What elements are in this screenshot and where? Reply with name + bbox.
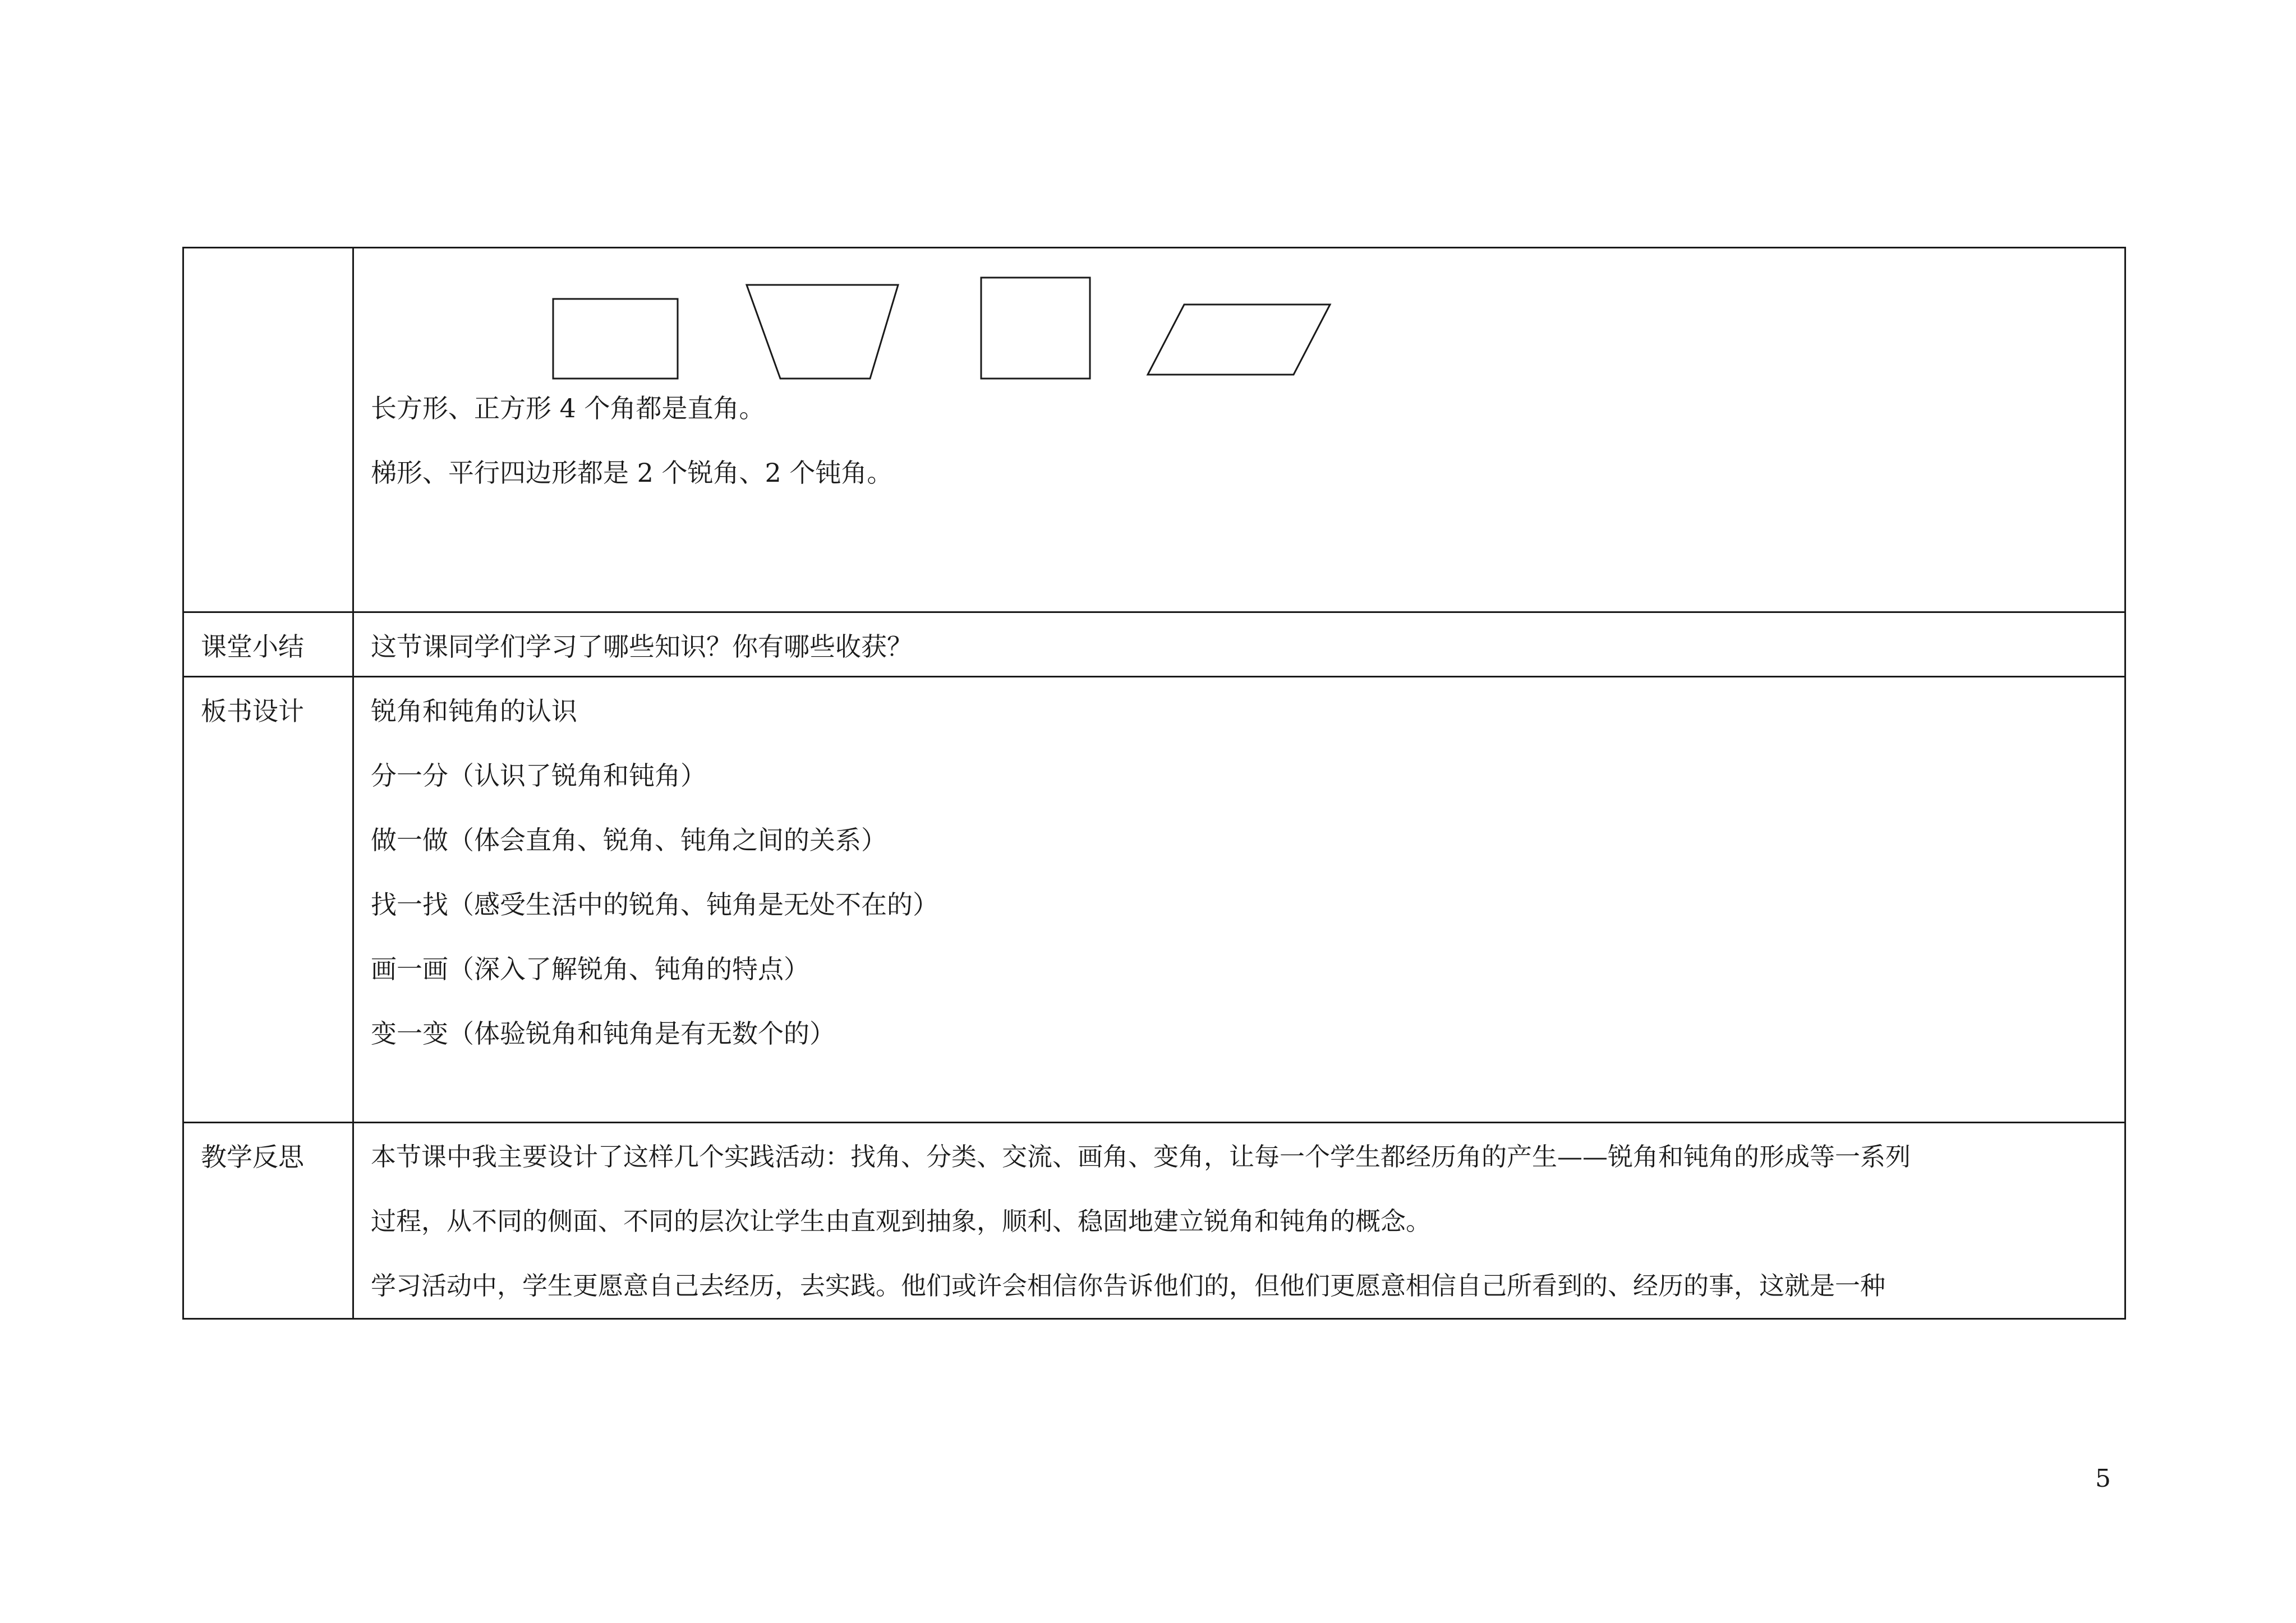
board-line-2: 分一分（认识了锐角和钝角） [371,760,706,791]
board-row [183,677,2125,1123]
summary-text: 这节课同学们学习了哪些知识？你有哪些收获？ [371,631,913,662]
board-line-1: 锐角和钝角的认识 [371,696,577,726]
board-label: 板书设计 [201,696,304,726]
shapes-text [354,391,2124,520]
reflection-row [183,1123,2125,1319]
shapes-cell [353,248,2125,612]
board-line-4: 找一找（感受生活中的锐角、钝角是无处不在的） [371,889,938,920]
reflection-cell [353,1123,2125,1319]
page-number: 5 [2095,1464,2111,1493]
shapes-line-2: 梯形、平行四边形都是 2 个锐角、2 个钝角。 [371,458,893,488]
board-line-6: 变一变（体验锐角和钝角是有无数个的） [371,1018,835,1049]
shapes-row [183,248,2125,612]
board-label-cell [183,677,353,1123]
board-line-5: 画一画（深入了解锐角、钝角的特点） [371,954,809,984]
rectangle-icon [553,299,678,379]
summary-cell [353,612,2125,677]
reflection-label: 教学反思 [201,1142,304,1172]
lesson-plan-table [182,247,2126,1320]
reflection-line-3: 学习活动中，学生更愿意自己去经历，去实践。他们或许会相信你告诉他们的，但他们更愿意相信自己所看到的、经历的事，这就是一种 [371,1271,1886,1301]
shapes-line-1: 长方形、正方形 4 个角都是直角。 [371,393,765,423]
shapes-figure [354,248,2124,391]
trapezoid-icon [747,285,898,379]
parallelogram-icon [1148,305,1330,375]
summary-label: 课堂小结 [201,631,304,662]
square-icon [981,278,1090,379]
board-cell [353,677,2125,1123]
reflection-label-cell [183,1123,353,1319]
summary-label-cell [183,612,353,677]
empty-label-cell [183,248,353,612]
reflection-line-2: 过程，从不同的侧面、不同的层次让学生由直观到抽象，顺利、稳固地建立锐角和钝角的概念。 [371,1206,1432,1236]
summary-row [183,612,2125,677]
shapes-drawing [354,248,1588,391]
board-line-3: 做一做（体会直角、锐角、钝角之间的关系） [371,825,887,855]
reflection-line-1: 本节课中我主要设计了这样几个实践活动：找角、分类、交流、画角、变角，让每一个学生都经历角的产生——锐角和钝角的形成等一系列 [371,1142,1911,1172]
